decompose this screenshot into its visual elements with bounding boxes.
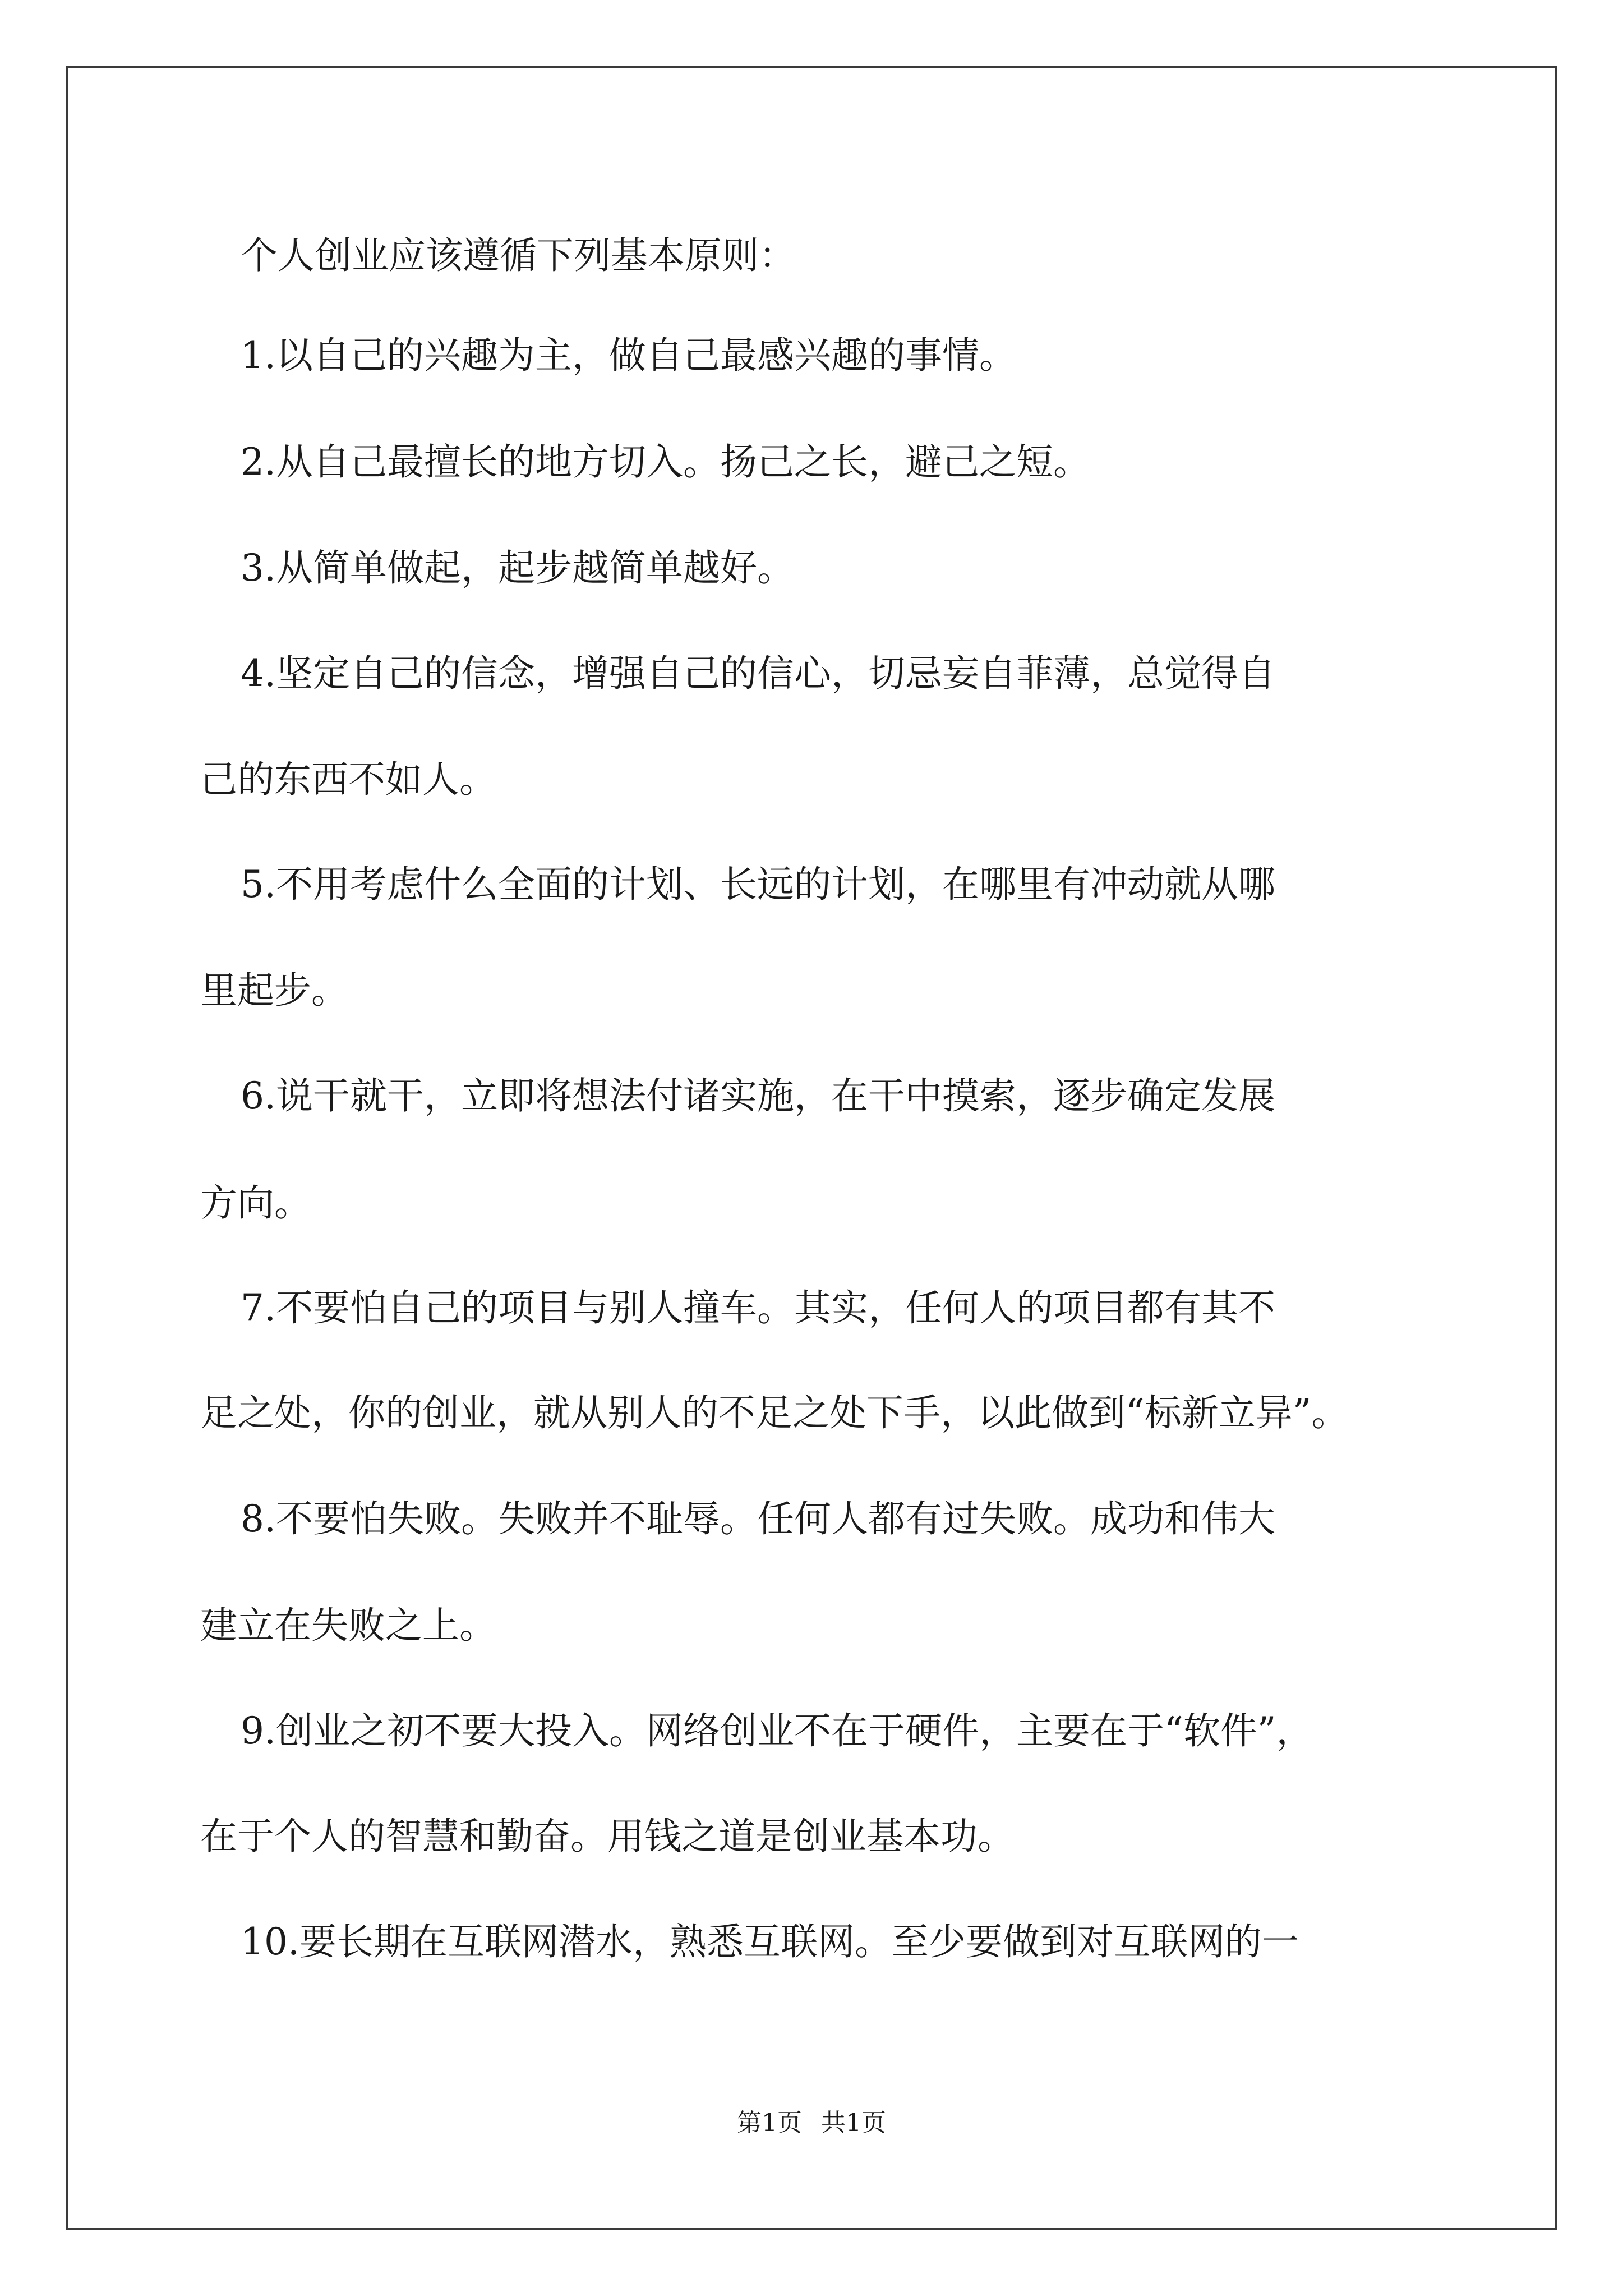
item-2-line-1: 2.从自己最擅长的地方切入。扬己之长，避己之短。	[241, 440, 1090, 484]
item-7-line-1: 7.不要怕自己的项目与别人撞车。其实，任何人的项目都有其不	[241, 1286, 1275, 1329]
item-9-line-1: 9.创业之初不要大投入。网络创业不在于硬件，主要在于“软件”，	[241, 1709, 1313, 1752]
item-8-line-1: 8.不要怕失败。失败并不耻辱。任何人都有过失败。成功和伟大	[241, 1497, 1275, 1540]
page-footer	[0, 2106, 1623, 2140]
item-5-line-2: 里起步。	[200, 969, 348, 1012]
item-6-line-2: 方向。	[200, 1181, 311, 1225]
item-1-line-1: 1.以自己的兴趣为主，做自己最感兴趣的事情。	[241, 334, 1016, 377]
item-9-line-2: 在于个人的智慧和勤奋。用钱之道是创业基本功。	[200, 1815, 1015, 1858]
page-total: 共1页	[821, 2109, 886, 2137]
item-8-line-2: 建立在失败之上。	[200, 1604, 496, 1647]
item-7-line-2: 足之处，你的创业，就从别人的不足之处下手，以此做到“标新立异”。	[200, 1391, 1349, 1434]
page-border	[66, 66, 1557, 2230]
item-6-line-1: 6.说干就干，立即将想法付诸实施，在干中摸索，逐步确定发展	[241, 1074, 1275, 1117]
page-number: 第1页	[737, 2109, 802, 2137]
item-10-line-1: 10.要长期在互联网潜水，熟悉互联网。至少要做到对互联网的一	[241, 1920, 1299, 1963]
item-4-line-2: 己的东西不如人。	[200, 758, 496, 801]
item-3-line-1: 3.从简单做起，起步越简单越好。	[241, 546, 794, 590]
intro-line: 个人创业应该遵循下列基本原则：	[241, 234, 796, 277]
item-4-line-1: 4.坚定自己的信念，增强自己的信心，切忌妄自菲薄，总觉得自	[241, 652, 1275, 695]
item-5-line-1: 5.不用考虑什么全面的计划、长远的计划，在哪里有冲动就从哪	[241, 863, 1275, 906]
